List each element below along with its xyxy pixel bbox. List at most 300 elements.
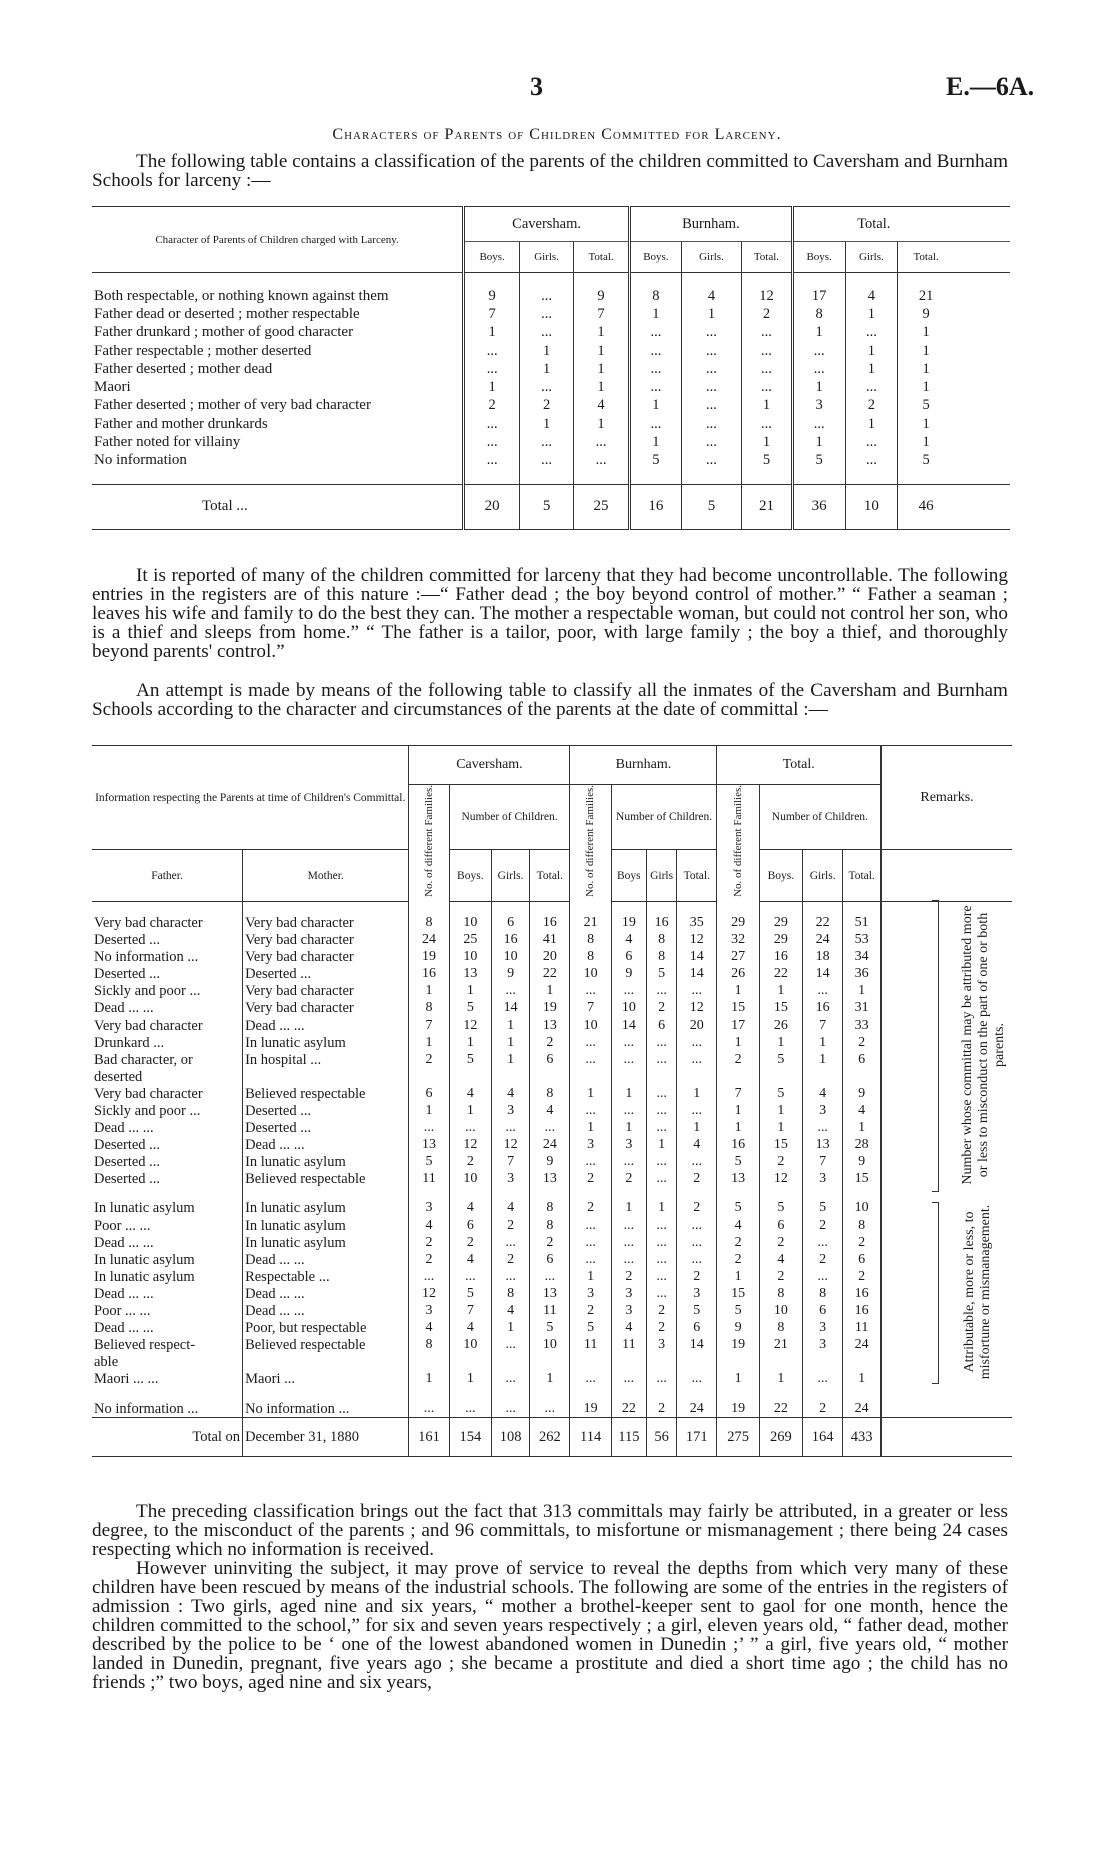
t2-cell: 5 [759,1200,802,1217]
t2-cell: 1 [717,1268,759,1285]
t2-cell: 6 [677,1320,717,1337]
t1-cell: 4 [574,397,630,415]
t2-cell: 2 [803,1251,843,1268]
t1-cell: ... [630,378,682,396]
t2-mother: Dead ... ... [243,1285,409,1302]
t1-sub-boys: Boys. [792,242,845,273]
t2-cell: 8 [530,1085,570,1102]
t1-cell: ... [520,378,574,396]
t2-father: Believed respect- [94,1337,196,1354]
t1-cell: 5 [898,452,954,470]
table-row [92,932,1012,949]
t2-cell: 1 [717,1120,759,1137]
t1-cell: 5 [898,397,954,415]
t2-cell: 16 [646,914,676,931]
t2-cell [759,1354,802,1371]
t2-cell: 10 [449,949,491,966]
t2-cell: ... [409,1120,449,1137]
t2-cell: 2 [449,1154,491,1171]
t2-cell [803,1354,843,1371]
t2-cell: ... [491,1337,529,1354]
t2-cell: 3 [646,1337,676,1354]
t2-cell: 15 [759,1137,802,1154]
t2-cell: 5 [530,1320,570,1337]
t2-father: Deserted ... [94,1171,161,1188]
t2-total-cell: 108 [491,1418,529,1457]
t2-cell: 11 [530,1302,570,1319]
page-number: 3 [530,72,543,101]
t2-cell [646,1068,676,1085]
t2-cell: 27 [717,949,759,966]
t1-cell: ... [520,324,574,342]
t2-cell: 7 [717,1085,759,1102]
t2-cell: 9 [611,966,646,983]
t2-cell: 3 [491,1171,529,1188]
t2-cell: 1 [717,1371,759,1388]
t2-cell: 1 [570,1085,611,1102]
t2-cell: 3 [803,1337,843,1354]
t2-cell: ... [570,983,611,1000]
t1-cell: 1 [574,378,630,396]
t1-total-label: Total ... [92,484,464,529]
t2-cell: 1 [843,983,881,1000]
t2-cell: 2 [646,1302,676,1319]
t1-cell: ... [630,415,682,433]
t2-number-children: Number of Children. [449,785,570,850]
t2-cell: 12 [449,1137,491,1154]
t2-cell: 1 [570,1120,611,1137]
t2-mother: In hospital ... [243,1051,409,1068]
t2-cell: 17 [717,1017,759,1034]
t2-cell: 4 [491,1302,529,1319]
t1-cell: 1 [681,305,741,323]
t1-cell: 1 [898,324,954,342]
t2-cell: 12 [491,1137,529,1154]
t2-cell: 2 [409,1251,449,1268]
t2-cell: 8 [759,1320,802,1337]
t2-cell: 16 [759,949,802,966]
t2-cell: 4 [491,1200,529,1217]
t2-mother: Very bad character [243,983,409,1000]
t2-mother: Very bad character [243,932,409,949]
t1-cell: 1 [845,305,898,323]
paragraph-attempt [92,681,1008,719]
t2-mother: Believed respectable [243,1171,409,1188]
t2-cell [570,1068,611,1085]
t1-cell: 21 [898,287,954,305]
t2-father: Dead ... ... [94,1320,154,1337]
t2-mother [243,1068,409,1085]
t2-cell: 1 [759,1102,802,1119]
t2-cell [646,1354,676,1371]
t2-cell [843,1354,881,1371]
paragraph-uncontrollable [92,566,1008,661]
t1-cell: 5 [630,452,682,470]
t1-cell: 1 [898,342,954,360]
t2-cell: ... [646,1102,676,1119]
t2-total-cell: 154 [449,1418,491,1457]
t2-father: Dead ... ... [94,1285,154,1302]
t2-cell: 14 [677,1337,717,1354]
t1-row-label: Both respectable, or nothing known against them [94,287,389,304]
t2-cell: ... [646,1034,676,1051]
t2-cell: 8 [646,932,676,949]
table-row [92,1354,1012,1371]
t2-cell [843,1068,881,1085]
t2-cell: 15 [759,1000,802,1017]
t1-cell: 8 [792,305,845,323]
t2-cell: 16 [843,1302,881,1319]
t2-cell: 1 [843,1371,881,1388]
t1-sub-total: Total. [742,242,793,273]
t2-cell: 6 [646,1017,676,1034]
t1-total-cell: 25 [574,484,630,529]
t2-remark-cell [881,1418,1012,1457]
t2-cell: 1 [570,1268,611,1285]
t2-cell: 1 [409,1371,449,1388]
t2-cell: 1 [677,1120,717,1137]
t2-cell: 3 [611,1302,646,1319]
t1-sub-girls: Girls. [520,242,574,273]
t2-cell: ... [570,1051,611,1068]
table-row [92,983,1012,1000]
t2-cell: 13 [803,1137,843,1154]
t2-cell [677,1068,717,1085]
t2-cell: 3 [611,1137,646,1154]
t1-total-cell: 21 [742,484,793,529]
t2-father: Dead ... ... [94,1000,154,1017]
t2-sub-boys: Boys. [449,850,491,902]
t1-cell: 2 [464,397,520,415]
t1-cell: 1 [898,433,954,451]
t2-cell: ... [677,1217,717,1234]
table-row [92,1320,1012,1337]
t2-cell: 22 [759,966,802,983]
t2-cell: 1 [409,983,449,1000]
document-code: E.—6A. [946,72,1035,101]
t2-cell: ... [570,1251,611,1268]
t2-sub-girls: Girls. [803,850,843,902]
t2-cell: 16 [530,914,570,931]
t2-total-cell: 171 [677,1418,717,1457]
t2-cell: 10 [570,966,611,983]
t1-cell: ... [742,415,793,433]
table-row [92,305,1010,323]
t2-cell: 4 [677,1137,717,1154]
t2-cell: 4 [449,1251,491,1268]
table-row [92,914,1012,931]
t2-father: Dead ... ... [94,1234,154,1251]
t1-sub-total: Total. [574,242,630,273]
t2-cell: 10 [530,1337,570,1354]
t2-cell: 1 [759,1120,802,1137]
t2-sub-total: Total. [530,850,570,902]
t2-cell: 7 [803,1154,843,1171]
t2-cell: 5 [717,1154,759,1171]
t2-cell: ... [646,1120,676,1137]
t2-cell: 2 [491,1251,529,1268]
t2-cell: 19 [611,914,646,931]
t2-cell [409,1354,449,1371]
t1-cell: 1 [574,360,630,378]
t2-cell: ... [491,1371,529,1388]
t2-families-burnham: No. of different Families. [584,785,597,897]
t2-cell: 2 [803,1400,843,1418]
t2-cell: 14 [677,949,717,966]
t1-cell: 4 [681,287,741,305]
table-row [92,1234,1012,1251]
remark-brace-1 [932,900,939,1192]
t1-cell: ... [520,433,574,451]
t2-cell [530,1068,570,1085]
table-row [92,1371,1012,1388]
t2-cell: 13 [530,1285,570,1302]
t2-cell: 26 [759,1017,802,1034]
t1-cell: ... [464,342,520,360]
t2-cell [530,1354,570,1371]
t2-cell: 8 [803,1285,843,1302]
t2-cell: 12 [409,1285,449,1302]
t1-cell: ... [681,415,741,433]
table-row [92,360,1010,378]
t2-cell: ... [646,1154,676,1171]
intro-text: The following table contains a classification of the parents of the children committed to Caversham and Burnham Schools for larceny :— [92,151,1008,191]
t1-total-cell: 5 [520,484,574,529]
t2-cell: ... [803,983,843,1000]
t2-cell: ... [646,1234,676,1251]
t2-cell: 6 [530,1051,570,1068]
t2-mother: Poor, but respectable [243,1320,409,1337]
paragraph-classification [92,1502,1008,1559]
t2-cell: 26 [717,966,759,983]
t2-cell: 10 [759,1302,802,1319]
t2-cell: 4 [409,1320,449,1337]
t2-cell [803,1068,843,1085]
t2-cell: 2 [759,1234,802,1251]
t2-cell: 1 [717,1102,759,1119]
t2-cell: 5 [646,966,676,983]
t2-cell: 8 [409,1000,449,1017]
t2-cell: 24 [803,932,843,949]
t2-father: Very bad character [94,1017,203,1034]
t2-cell: ... [570,1154,611,1171]
t1-cell: 1 [898,415,954,433]
t2-cell: 3 [611,1285,646,1302]
table-row [92,1251,1012,1268]
t2-cell: 1 [491,1051,529,1068]
t1-cell: ... [792,360,845,378]
t2-families-total: No. of different Families. [731,785,744,897]
t1-cell: 1 [845,342,898,360]
t2-cell: 36 [843,966,881,983]
t2-cell: ... [491,1268,529,1285]
t2-cell: 2 [803,1217,843,1234]
t2-cell: ... [409,1268,449,1285]
t2-cell: ... [449,1400,491,1418]
t2-cell: 4 [409,1217,449,1234]
t2-cell: 10 [570,1017,611,1034]
t2-cell: 1 [449,1102,491,1119]
t2-number-children: Number of Children. [759,785,881,850]
t2-father: Sickly and poor ... [94,1103,201,1119]
t2-cell: 25 [449,932,491,949]
t2-cell: 14 [677,966,717,983]
t2-cell: 10 [843,1200,881,1217]
t2-cell: 12 [759,1171,802,1188]
t2-father: deserted [94,1068,143,1085]
t2-cell: 29 [717,914,759,931]
t1-cell: 1 [574,415,630,433]
t2-cell: 18 [803,949,843,966]
t2-cell: 29 [759,914,802,931]
t2-father: Poor ... ... [94,1303,151,1320]
intro-paragraph [92,152,1008,190]
t1-cell: 7 [574,305,630,323]
t2-total-cell: 433 [843,1418,881,1457]
t1-cell: ... [520,287,574,305]
t2-cell: 3 [409,1302,449,1319]
t2-cell: 11 [611,1337,646,1354]
t2-cell: ... [677,983,717,1000]
t2-cell: 2 [530,1234,570,1251]
t2-cell: 7 [491,1154,529,1171]
section-title: Characters of Parents of Children Committed for Larceny. [332,126,782,143]
t2-sub-girls: Girls. [491,850,529,902]
table-row [92,452,1010,470]
t2-cell: 13 [530,1017,570,1034]
t2-cell: 10 [491,949,529,966]
remark-misconduct-text: Number whose committal may be attributed more or less to misconduct on the part of one or both parents. [960,905,1007,1185]
t2-cell: 8 [646,949,676,966]
t2-cell: 5 [759,1085,802,1102]
t1-cell: ... [742,324,793,342]
t2-cell: 8 [409,1337,449,1354]
remark-misfortune-text: Attributable, more or less, to misfortune or mismanagement. [962,1204,993,1380]
t2-cell [409,1068,449,1085]
t2-father: Very bad character [94,1085,203,1102]
t2-cell: 16 [717,1137,759,1154]
t2-cell: 1 [843,1120,881,1137]
t1-cell: ... [792,342,845,360]
t2-cell: 6 [449,1217,491,1234]
t2-cell: 4 [843,1102,881,1119]
table-row [92,1068,1012,1085]
t2-cell: 5 [803,1200,843,1217]
t1-sub-total: Total. [898,242,954,273]
t2-cell: ... [646,1217,676,1234]
t2-mother: Respectable ... [243,1268,409,1285]
t1-cell: 2 [742,305,793,323]
t2-sub-girls: Girls [646,850,676,902]
t1-cell: ... [574,452,630,470]
t2-mother [243,1354,409,1371]
t1-cell: ... [681,397,741,415]
t2-sub-boys: Boys. [759,850,802,902]
t2-father: In lunatic asylum [94,1268,195,1285]
t1-row-label: Father respectable ; mother deserted [94,342,312,359]
t2-cell: 3 [803,1102,843,1119]
t2-mother: In lunatic asylum [243,1217,409,1234]
t2-cell: 11 [409,1171,449,1188]
t2-total-cell: 115 [611,1418,646,1457]
t2-cell: 16 [491,932,529,949]
table-row [92,1268,1012,1285]
t1-cell: 9 [898,305,954,323]
t2-total-cell: 275 [717,1418,759,1457]
t2-cell: 16 [803,1000,843,1017]
t1-cell: ... [742,342,793,360]
t2-father: Drunkard ... [94,1034,165,1051]
t2-cell: 53 [843,932,881,949]
t2-cell: 8 [491,1285,529,1302]
t2-cell: ... [677,1102,717,1119]
remark-misfortune [962,1202,994,1382]
t2-cell: 8 [530,1217,570,1234]
table-row [92,1154,1012,1171]
t2-cell: ... [611,1034,646,1051]
t1-cell: 5 [742,452,793,470]
table-row [92,1285,1012,1302]
t2-father: In lunatic asylum [94,1251,195,1268]
t2-cell: 2 [717,1051,759,1068]
t2-cell: 3 [803,1171,843,1188]
t2-cell: 3 [803,1320,843,1337]
t1-total-cell: 10 [845,484,898,529]
t2-cell: 1 [530,1371,570,1388]
t2-cell: 5 [677,1302,717,1319]
t2-cell: 6 [491,914,529,931]
t2-cell: 10 [449,1337,491,1354]
t2-cell: 22 [803,914,843,931]
t2-cell: 7 [803,1017,843,1034]
t2-remark-cell [881,1400,1012,1418]
t2-cell: 4 [449,1320,491,1337]
t2-cell: 16 [843,1285,881,1302]
t1-cell: ... [792,415,845,433]
t2-cell: 9 [843,1085,881,1102]
t2-cell: 13 [409,1137,449,1154]
t2-cell: 1 [677,1085,717,1102]
t2-cell: 24 [843,1337,881,1354]
t1-cell: ... [681,324,741,342]
t2-sub-total: Total. [677,850,717,902]
t2-cell: 2 [759,1268,802,1285]
t2-father-header: Father. [92,850,243,902]
remark-brace-2 [932,1202,939,1384]
t2-cell: 8 [530,1200,570,1217]
table-row [92,1051,1012,1068]
t2-cell: 9 [717,1320,759,1337]
t1-cell: ... [845,433,898,451]
t1-cell: 2 [520,397,574,415]
table-row [92,1217,1012,1234]
t2-cell: 51 [843,914,881,931]
t2-cell: 6 [611,949,646,966]
t2-father: Bad character, or [94,1051,193,1068]
t2-cell: 1 [530,983,570,1000]
t1-cell: 9 [464,287,520,305]
t2-cell: 12 [677,1000,717,1017]
t2-father: No information ... [94,949,199,966]
t2-cell: 1 [803,1051,843,1068]
t2-total-cell: 269 [759,1418,802,1457]
t2-cell: 24 [530,1137,570,1154]
t1-cell: ... [464,415,520,433]
t2-father: Dead ... ... [94,1120,154,1137]
t1-total-row [92,484,1010,529]
table-row [92,1302,1012,1319]
t2-cell: ... [677,1234,717,1251]
